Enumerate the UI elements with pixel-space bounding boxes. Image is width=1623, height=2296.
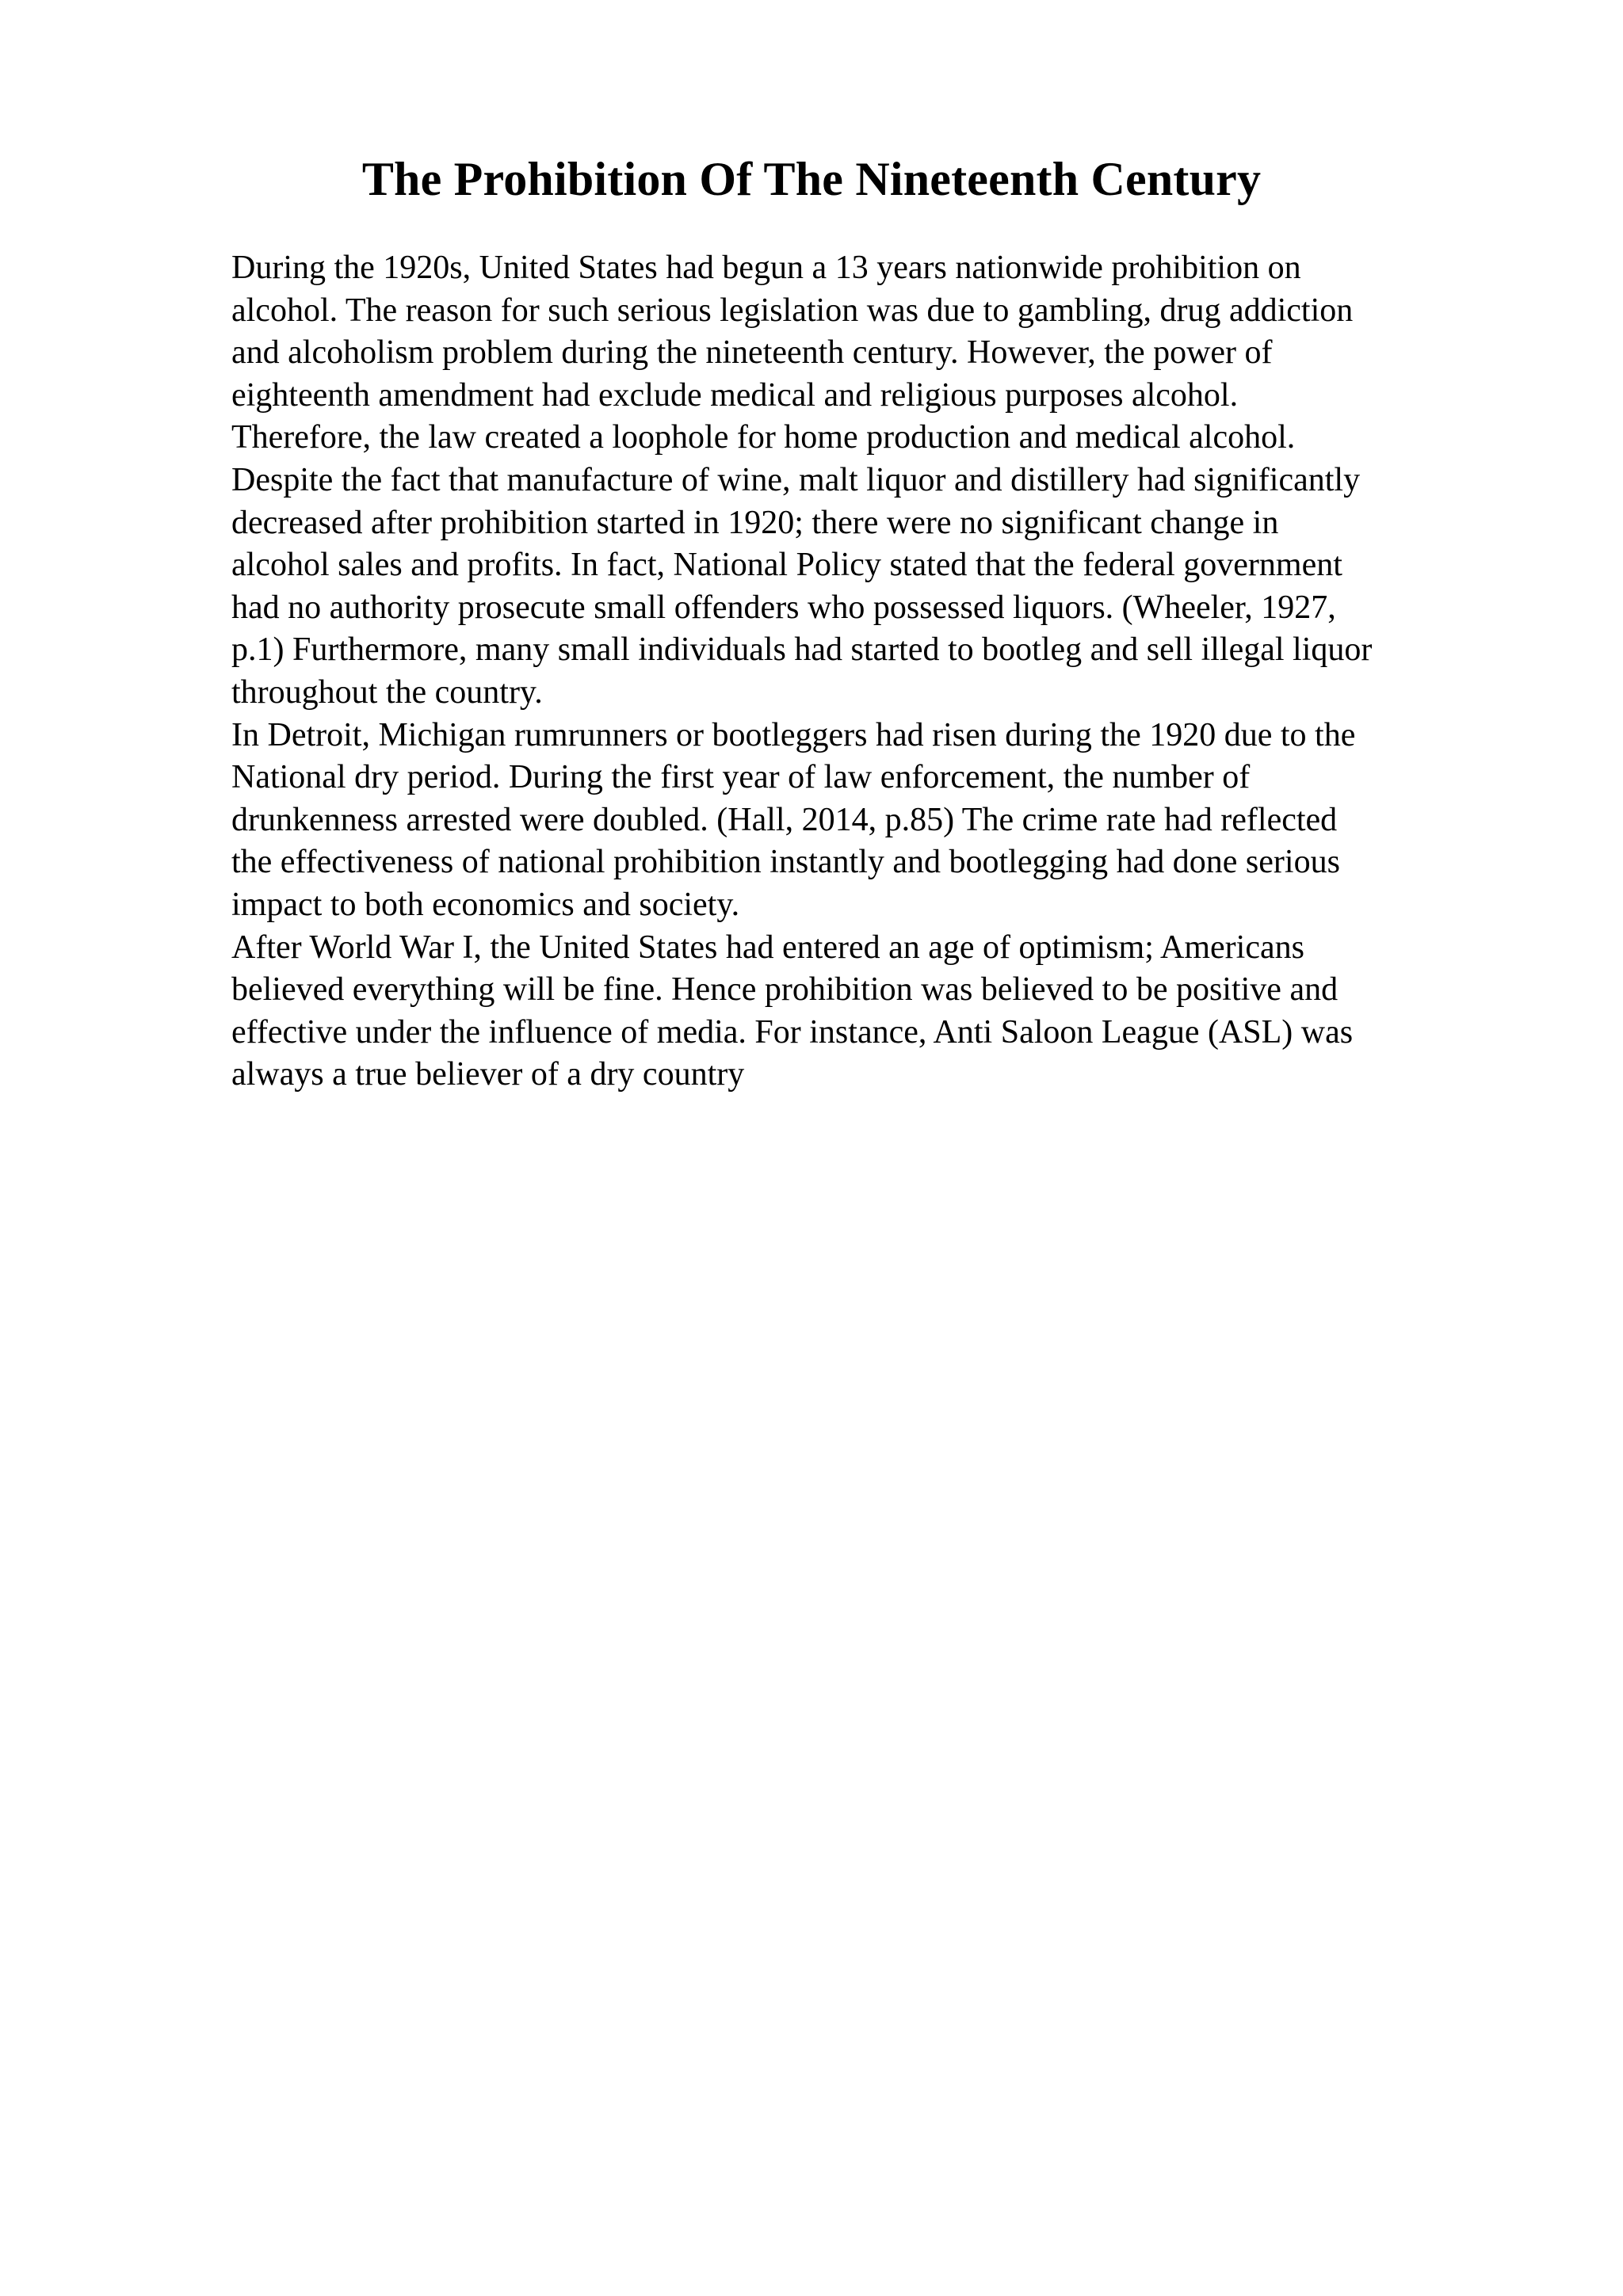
text-line: effective under the influence of media. For instance, Anti Saloon League (ASL) was	[231, 1013, 1354, 1051]
text-line: alcohol sales and profits. In fact, National Policy stated that the federal government	[231, 547, 1342, 584]
text-line: eighteenth amendment had exclude medical and religious purposes alcohol.	[231, 376, 1239, 414]
text-line: After World War I, the United States had entered an age of optimism; Americans	[231, 929, 1304, 966]
text-line: National dry period. During the first year of law enforcement, the number of	[231, 759, 1251, 796]
text-line: always a true believer of a dry country	[231, 1056, 745, 1093]
text-line: decreased after prohibition started in 1920; there were no significant change in	[231, 504, 1279, 541]
text-line: drunkenness arrested were doubled. (Hall, 2014, p.85) The crime rate had reflected	[231, 801, 1338, 838]
text-line: throughout the country.	[231, 673, 543, 711]
text-line: In Detroit, Michigan rumrunners or bootleggers had risen during the 1920 due to the	[231, 716, 1356, 753]
text-line: and alcoholism problem during the nineteenth century. However, the power of	[231, 334, 1273, 372]
text-line: Therefore, the law created a loophole for home production and medical alcohol.	[231, 419, 1296, 456]
text-line: the effectiveness of national prohibition instantly and bootlegging had done serious	[231, 844, 1340, 881]
document-title: The Prohibition Of The Nineteenth Century	[361, 153, 1262, 205]
text-line: During the 1920s, United States had begun a 13 years nationwide prohibition on	[231, 250, 1301, 286]
text-line: alcohol. The reason for such serious legislation was due to gambling, drug addiction	[231, 292, 1354, 329]
text-line: impact to both economics and society.	[231, 886, 740, 923]
document-body	[231, 247, 1515, 1097]
text-line: Despite the fact that manufacture of wine, malt liquor and distillery had significantly	[231, 461, 1361, 498]
text-line: had no authority prosecute small offenders who possessed liquors. (Wheeler, 1927,	[231, 589, 1336, 626]
text-line: p.1) Furthermore, many small individuals had started to bootleg and sell illegal liquor	[231, 631, 1373, 669]
text-line: believed everything will be fine. Hence prohibition was believed to be positive and	[231, 971, 1338, 1009]
